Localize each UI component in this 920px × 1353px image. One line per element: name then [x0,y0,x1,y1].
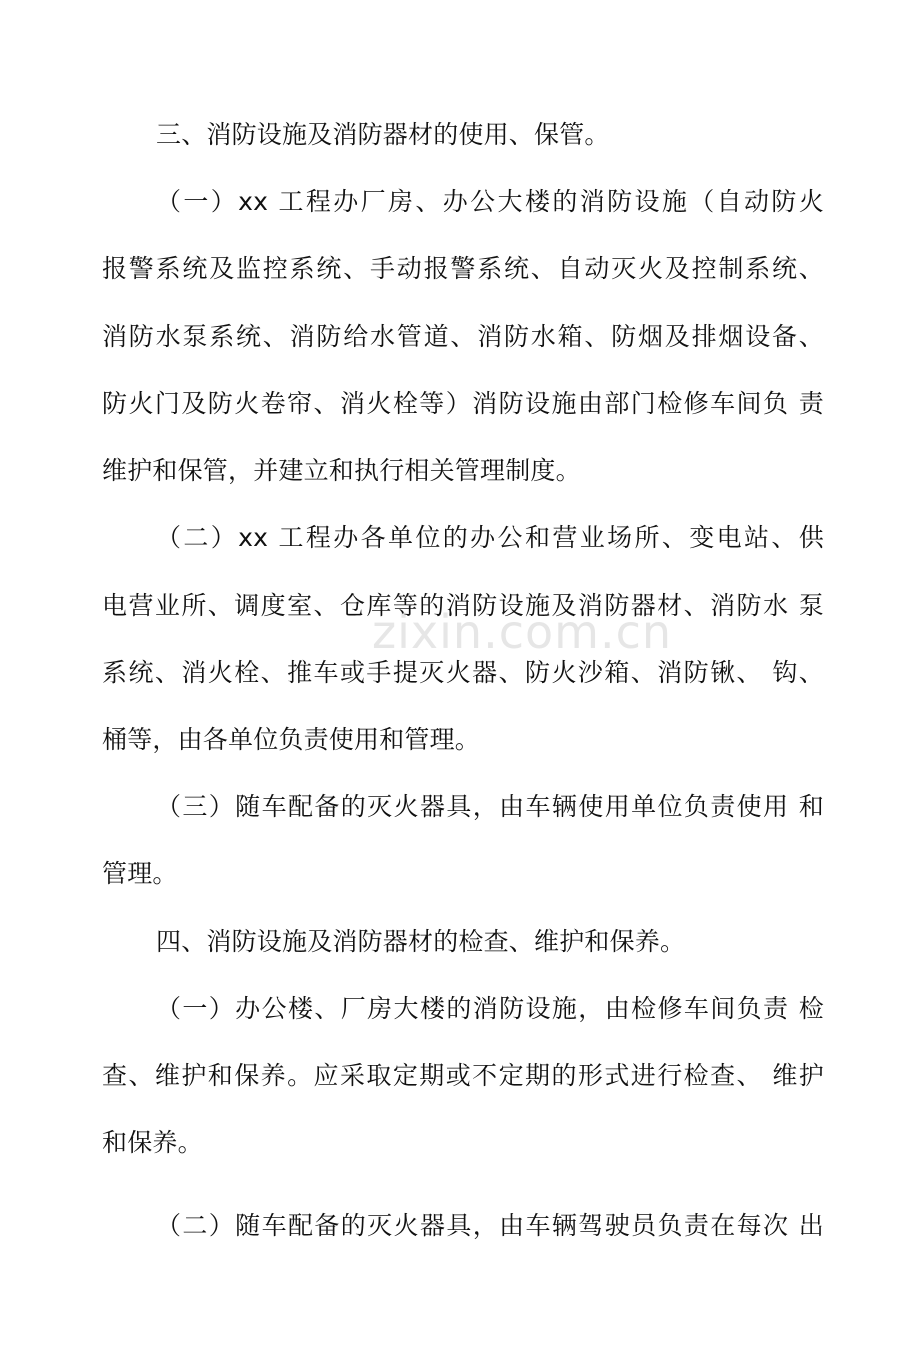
watermark: zixin.com.cn [372,605,673,659]
paragraph-line: （三）随车配备的灭火器具，由车辆使用单位负责使用 和 [156,792,824,821]
paragraph-line: 和保养。 [102,1128,203,1157]
paragraph-line: 报警系统及监控系统、手动报警系统、自动灭火及控制系统、 [102,254,824,283]
paragraph-line: 电营业所、调度室、仓库等的消防设施及消防器材、消防水 泵 [102,591,824,620]
section-heading: 三、消防设施及消防器材的使用、保管。 [156,120,610,149]
paragraph-line: 维护和保管，并建立和执行相关管理制度。 [102,456,581,485]
paragraph-line: 桶等，由各单位负责使用和管理。 [102,725,481,754]
paragraph-line: 查、维护和保养。应采取定期或不定期的形式进行检查、 维护 [102,1061,824,1090]
paragraph-line: （二）xx 工程办各单位的办公和营业场所、变电站、供 [156,523,824,552]
paragraph-line: （一）办公楼、厂房大楼的消防设施，由检修车间负责 检 [156,994,824,1023]
paragraph-line: 系统、消火栓、推车或手提灭火器、防火沙箱、消防锹、 钩、 [102,658,824,687]
paragraph-line: （一）xx 工程办厂房、办公大楼的消防设施（自动防火 [156,187,824,216]
section-heading: 四、消防设施及消防器材的检查、维护和保养。 [156,927,686,956]
paragraph-line: 防火门及防火卷帘、消火栓等）消防设施由部门检修车间负 责 [102,389,824,418]
paragraph-line: 管理。 [102,859,178,888]
paragraph-line: （二）随车配备的灭火器具，由车辆驾驶员负责在每次 出 [156,1211,824,1240]
paragraph-line: 消防水泵系统、消防给水管道、消防水箱、防烟及排烟设备、 [102,322,824,351]
